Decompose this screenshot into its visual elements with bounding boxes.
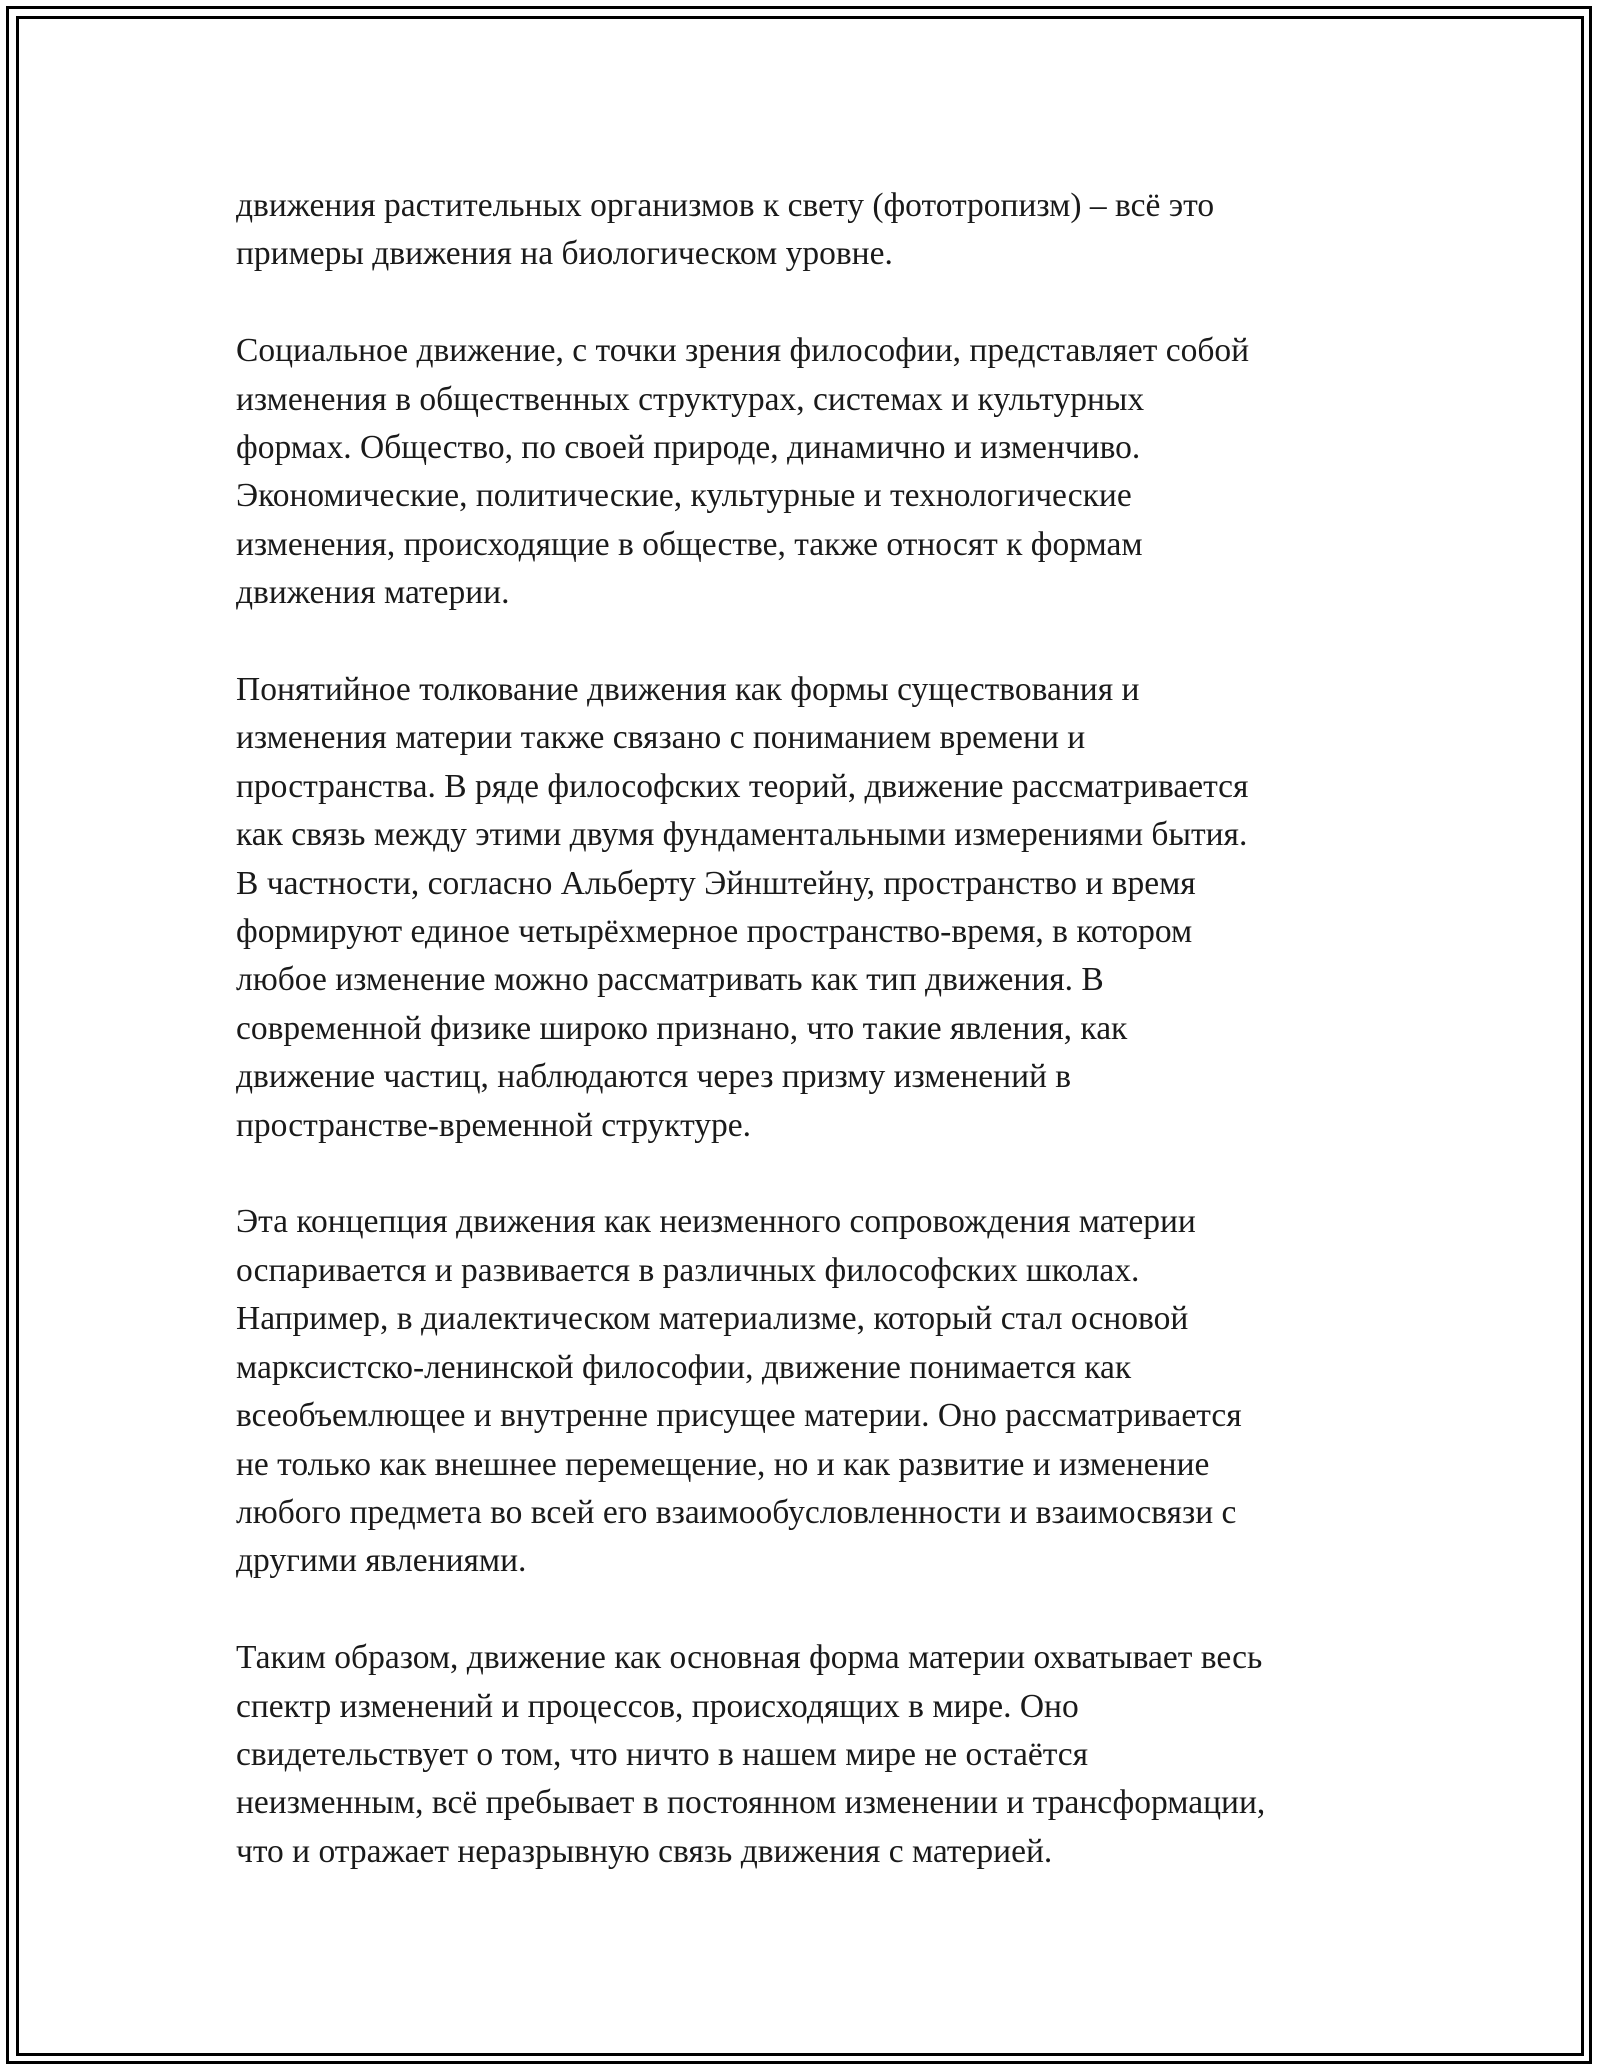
document-body <box>236 182 1376 1876</box>
paragraph-biological-motion: движения растительных организмов к свету (фототропизм) – всё это примеры движения на биологическом уровне. <box>236 187 1215 273</box>
paragraph-conclusion: Таким образом, движение как основная форма материи охватывает весь спектр изменений и процессов, происходящих в мире. Оно свидетельствует о том, что ничто в нашем мире не остаётся неизменным, всё пребывает в постоянном изменении и трансформации, что и отражает неразрывную связь движения с материей. <box>236 1639 1266 1870</box>
paragraph-social-motion: Социальное движение, с точки зрения философии, представляет собой изменения в общественных структурах, системах и культурных формах. Общество, по своей природе, динамично и изменчиво. Экономические, политические, культурные и технологические изменения, происходящие в обществе, также относят к формам движения материи. <box>236 332 1250 612</box>
paragraph-dialectical-materialism: Эта концепция движения как неизменного сопровождения материи оспаривается и развивается в различных философских школах. Например, в диалектическом материализме, который стал основой марксистско-ленинской философии, движение понимается как всеобъемлющее и внутренне присущее материи. Оно рассматривается не только как внешнее перемещение, но и как развитие и изменение любого предмета во всей его взаимообусловленности и взаимосвязи с другими явлениями. <box>236 1203 1242 1580</box>
paragraph-space-time: Понятийное толкование движения как формы существования и изменения материи также связано с пониманием времени и пространства. В ряде философских теорий, движение рассматривается как связь между этими двумя фундаментальными измерениями бытия. В частности, согласно Альберту Эйнштейну, пространство и время формируют единое четырёхмерное пространство-время, в котором любое изменение можно рассматривать как тип движения. В современной физике широко признано, что такие явления, как движение частиц, наблюдаются через призму изменений в пространстве-временной структуре. <box>236 671 1249 1144</box>
